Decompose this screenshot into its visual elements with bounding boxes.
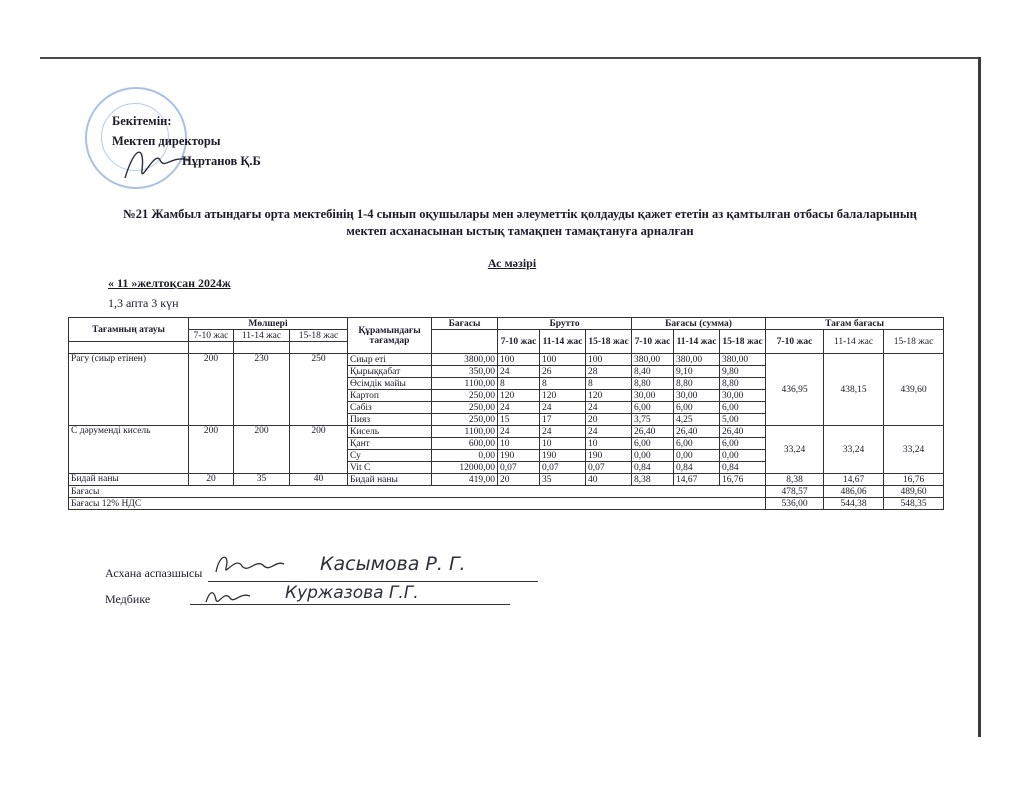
totals-label: Бағасы: [69, 486, 766, 498]
ingredient-brutto: 20: [586, 414, 632, 426]
dish-total-price: 16,76: [884, 474, 944, 486]
ingredient-sum: 380,00: [720, 354, 766, 366]
ingredient-name: Картоп: [348, 390, 432, 402]
ingredient-sum: 9,10: [674, 366, 720, 378]
sum-age-3: 15-18 жас: [720, 330, 766, 354]
ingredient-name: Қырыққабат: [348, 366, 432, 378]
header-amount: Мөлшері: [189, 318, 348, 330]
brutto-age-2: 11-14 жас: [540, 330, 586, 354]
ingredient-price: 250,00: [432, 390, 498, 402]
dish-total-price: 8,38: [766, 474, 824, 486]
ingredient-brutto: 40: [586, 474, 632, 486]
ingredient-name: Vit C: [348, 462, 432, 474]
ingredient-name: Кисель: [348, 426, 432, 438]
ingredient-price: 600,00: [432, 438, 498, 450]
ingredient-brutto: 190: [498, 450, 540, 462]
dish-amount: 40: [290, 474, 348, 486]
ingredient-price: 350,00: [432, 366, 498, 378]
title-line-2: мектеп асханасынан ыстық тамақпен тамақтануға арналған: [346, 224, 694, 238]
ingredient-brutto: 10: [540, 438, 586, 450]
ingredient-name: Пияз: [348, 414, 432, 426]
document-title: [100, 206, 940, 240]
amount-age-2: 11-14 жас: [234, 330, 290, 342]
ingredient-sum: 26,40: [632, 426, 674, 438]
ingredient-brutto: 24: [540, 402, 586, 414]
brutto-age-1: 7-10 жас: [498, 330, 540, 354]
dish-amount: 20: [189, 474, 234, 486]
title-line-1: №21 Жамбыл атындағы орта мектебінің 1-4 сынып оқушылары мен әлеуметтік қолдауды қажет ететін аз қамтылған отбасы балаларының: [123, 207, 917, 221]
ingredient-sum: 5,00: [720, 414, 766, 426]
ingredient-brutto: 190: [586, 450, 632, 462]
ingredient-sum: 6,00: [720, 438, 766, 450]
dish-amount: 200: [189, 354, 234, 426]
dish-name: С дәруменді кисель: [69, 426, 189, 474]
ingredient-sum: 8,40: [632, 366, 674, 378]
page-edge-right: [978, 57, 981, 737]
ingredient-sum: 9,80: [720, 366, 766, 378]
ingredient-brutto: 8: [540, 378, 586, 390]
ingredient-sum: 8,80: [720, 378, 766, 390]
nurse-name: Куржазова Г.Г.: [285, 583, 419, 603]
menu-table: [68, 317, 944, 510]
ingredient-brutto: 24: [498, 426, 540, 438]
ingredient-sum: 380,00: [632, 354, 674, 366]
ingredient-sum: 0,84: [674, 462, 720, 474]
ingredient-sum: 6,00: [674, 438, 720, 450]
header-sum: Бағасы (сумма): [632, 318, 766, 330]
ingredient-brutto: 8: [498, 378, 540, 390]
ingredient-brutto: 0,07: [498, 462, 540, 474]
ingredient-sum: 8,80: [674, 378, 720, 390]
cook-label: Асхана аспазшысы: [105, 566, 203, 580]
ingredient-sum: 6,00: [674, 402, 720, 414]
dish-name: Бидай наны: [69, 474, 189, 486]
sum-age-1: 7-10 жас: [632, 330, 674, 354]
totals-value: 536,00: [766, 498, 824, 510]
header-brutto: Брутто: [498, 318, 632, 330]
ingredient-brutto: 15: [498, 414, 540, 426]
header-spacer-a3: [290, 342, 348, 354]
ingredient-brutto: 24: [586, 402, 632, 414]
dish-price-age-1: 7-10 жас: [766, 330, 824, 354]
ingredient-sum: 30,00: [632, 390, 674, 402]
ingredient-brutto: 120: [586, 390, 632, 402]
dish-name: Рагу (сиыр етінен): [69, 354, 189, 426]
ingredient-sum: 8,38: [632, 474, 674, 486]
amount-age-1: 7-10 жас: [189, 330, 234, 342]
ingredient-price: 0,00: [432, 450, 498, 462]
ingredient-sum: 30,00: [720, 390, 766, 402]
ingredient-sum: 26,40: [720, 426, 766, 438]
totals-value: 486,06: [824, 486, 884, 498]
ingredient-brutto: 190: [540, 450, 586, 462]
dish-total-price: 439,60: [884, 354, 944, 426]
ingredient-brutto: 28: [586, 366, 632, 378]
ingredient-brutto: 8: [586, 378, 632, 390]
ingredient-sum: 6,00: [632, 438, 674, 450]
ingredient-sum: 8,80: [632, 378, 674, 390]
price-spacer: [432, 330, 498, 354]
ingredient-name: Бидай наны: [348, 474, 432, 486]
header-dish: Тағамның атауы: [69, 318, 189, 342]
header-price: Бағасы: [432, 318, 498, 330]
ingredient-brutto: 24: [498, 366, 540, 378]
dish-amount: 230: [234, 354, 290, 426]
cook-signature-line: [208, 581, 538, 582]
ingredient-price: 1100,00: [432, 426, 498, 438]
dish-price-age-3: 15-18 жас: [884, 330, 944, 354]
dish-amount: 250: [290, 354, 348, 426]
ingredient-brutto: 10: [586, 438, 632, 450]
ingredient-sum: 6,00: [720, 402, 766, 414]
dish-total-price: 33,24: [884, 426, 944, 474]
ingredient-brutto: 24: [540, 426, 586, 438]
dish-price-age-2: 11-14 жас: [824, 330, 884, 354]
ingredient-sum: 6,00: [632, 402, 674, 414]
ingredient-brutto: 100: [540, 354, 586, 366]
ingredient-price: 250,00: [432, 402, 498, 414]
menu-subtitle: Ас мәзірі: [487, 256, 537, 270]
totals-value: 548,35: [884, 498, 944, 510]
header-spacer-a1: [189, 342, 234, 354]
ingredient-price: 3800,00: [432, 354, 498, 366]
totals-value: 489,60: [884, 486, 944, 498]
approval-block: [112, 112, 261, 172]
ingredient-sum: 16,76: [720, 474, 766, 486]
menu-date: « 11 »желтоқсан 2024ж: [108, 276, 231, 290]
ingredient-price: 1100,00: [432, 378, 498, 390]
approval-director-name: Нұртанов Қ.Б: [182, 154, 261, 168]
ingredient-brutto: 10: [498, 438, 540, 450]
brutto-age-3: 15-18 жас: [586, 330, 632, 354]
ingredient-brutto: 0,07: [586, 462, 632, 474]
dish-total-price: 438,15: [824, 354, 884, 426]
ingredient-name: Су: [348, 450, 432, 462]
sum-age-2: 11-14 жас: [674, 330, 720, 354]
totals-value: 544,38: [824, 498, 884, 510]
dish-amount: 35: [234, 474, 290, 486]
header-spacer-a2: [234, 342, 290, 354]
totals-row: [69, 486, 944, 498]
cook-name: Касымова Р. Г.: [320, 553, 466, 575]
ingredient-sum: 30,00: [674, 390, 720, 402]
ingredient-name: Сәбіз: [348, 402, 432, 414]
ingredient-brutto: 120: [540, 390, 586, 402]
ingredient-sum: 0,00: [674, 450, 720, 462]
ingredient-sum: 26,40: [674, 426, 720, 438]
approval-line-2: Мектеп директоры: [112, 134, 221, 148]
ingredient-brutto: 100: [498, 354, 540, 366]
ingredient-sum: 0,84: [720, 462, 766, 474]
ingredient-brutto: 0,07: [540, 462, 586, 474]
header-spacer-dish: [69, 342, 189, 354]
ingredient-name: Қант: [348, 438, 432, 450]
nurse-signature-line: [190, 604, 510, 605]
totals-value: 478,57: [766, 486, 824, 498]
ingredient-brutto: 26: [540, 366, 586, 378]
dish-total-price: 436,95: [766, 354, 824, 426]
ingredient-brutto: 35: [540, 474, 586, 486]
ingredient-sum: 3,75: [632, 414, 674, 426]
ingredient-sum: 0,00: [720, 450, 766, 462]
dish-amount: 200: [290, 426, 348, 474]
ingredient-sum: 4,25: [674, 414, 720, 426]
ingredient-brutto: 24: [586, 426, 632, 438]
dish-total-price: 33,24: [766, 426, 824, 474]
dish-total-price: 33,24: [824, 426, 884, 474]
header-dish-price: Тағам бағасы: [766, 318, 944, 330]
page-edge-top: [40, 57, 980, 59]
ingredient-name: Сиыр еті: [348, 354, 432, 366]
ingredient-brutto: 100: [586, 354, 632, 366]
cook-signature: [212, 548, 287, 580]
ingredient-sum: 14,67: [674, 474, 720, 486]
ingredient-brutto: 24: [498, 402, 540, 414]
header-composition: Құрамындағы тағамдар: [348, 318, 432, 354]
amount-age-3: 15-18 жас: [290, 330, 348, 342]
dish-total-price: 14,67: [824, 474, 884, 486]
ingredient-price: 250,00: [432, 414, 498, 426]
totals-label: Бағасы 12% НДС: [69, 498, 766, 510]
ingredient-sum: 380,00: [674, 354, 720, 366]
ingredient-price: 12000,00: [432, 462, 498, 474]
week-day: 1,3 апта 3 күн: [108, 296, 179, 310]
nurse-label: Медбике: [105, 592, 151, 606]
table-row: [69, 426, 944, 438]
ingredient-price: 419,00: [432, 474, 498, 486]
ingredient-sum: 0,00: [632, 450, 674, 462]
ingredient-brutto: 17: [540, 414, 586, 426]
totals-row: [69, 498, 944, 510]
table-row: [69, 474, 944, 486]
ingredient-sum: 0,84: [632, 462, 674, 474]
dish-amount: 200: [189, 426, 234, 474]
table-row: [69, 354, 944, 366]
dish-amount: 200: [234, 426, 290, 474]
ingredient-brutto: 20: [498, 474, 540, 486]
ingredient-brutto: 120: [498, 390, 540, 402]
ingredient-name: Өсімдік майы: [348, 378, 432, 390]
approval-line-1: Бекітемін:: [112, 114, 172, 128]
